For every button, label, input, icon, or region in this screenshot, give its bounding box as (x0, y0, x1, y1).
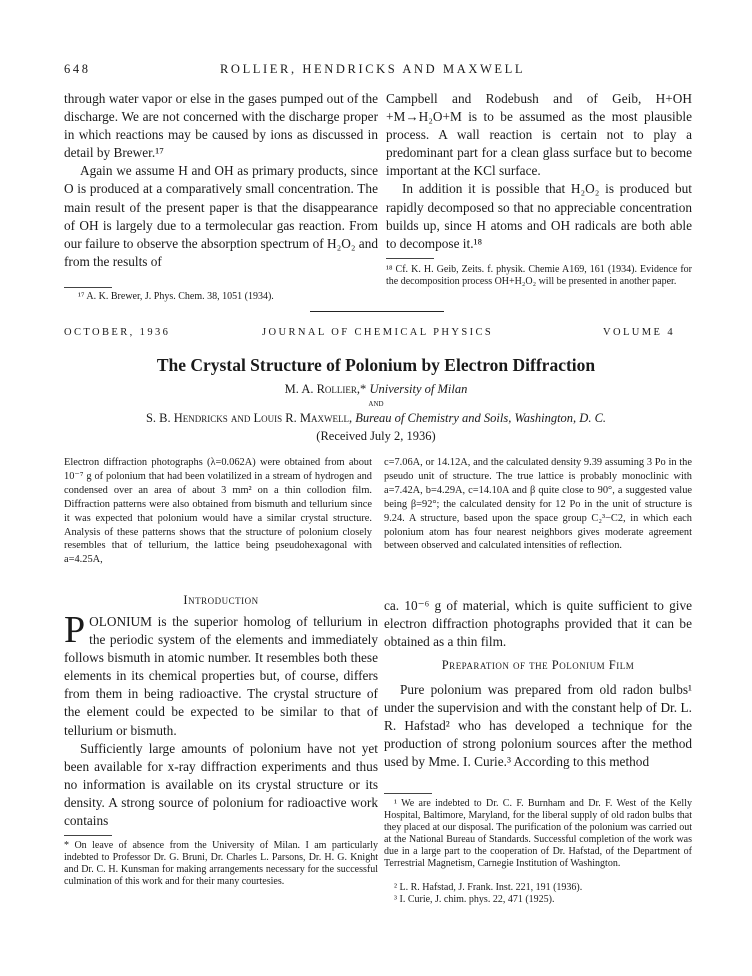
prev-right-paragraph-1: Campbell and Rodebush and of Geib, H+OH +M→H₂O+M is to be assumed as the most plausible process. A wall reaction is certain not to play a predominant part for a clean glass surface but to become important at the KCl surface. (386, 91, 692, 179)
prev-right-paragraph-2: In addition it is possible that H₂O₂ is produced but rapidly decomposed so that no appreciable concentration builds up, since H atoms and OH radicals are both able to decompose it.¹⁸ (386, 181, 692, 251)
prev-right-footnote: ¹⁸ Cf. K. H. Geib, Zeits. f. physik. Chemie A169, 161 (1934). Evidence for the decomposition process OH+H₂O₂ will be presented in another paper. (386, 264, 692, 287)
footnote-1: ¹ We are indebted to Dr. C. F. Burnham and Dr. F. West of the Kelly Hospital, Baltimore, Maryland, for the liberal supply of old radon bulbs that they placed at our disposal. The purification of the polonium was carried out at the National Bureau of Standards. Successful completion of the work was due in a large part to the cooperation of Dr. Hafstad, of the Department of Terrestrial Magnetism, Carnegie Institution of Washington. (384, 798, 692, 869)
author1-affiliation: University of Milan (369, 382, 468, 396)
prev-left-paragraph-2: Again we assume H and OH as primary products, since O is produced at a comparatively small concentration. The main result of the present paper is that the disappearance of OH is largely due to a termolecular gas reaction. From our failure to observe the absorption spectrum of H₂O₂ and from the results of (64, 163, 378, 269)
introduction-heading: Introduction (183, 593, 259, 607)
running-title: ROLLIER, HENDRICKS AND MAXWELL (220, 62, 526, 76)
intro-paragraph-1 (64, 609, 378, 740)
prev-article-left-column (64, 90, 378, 271)
abstract-left: Electron diffraction photographs (λ=0.062A) were obtained from about 10⁻⁷ g of polonium that had been volatilized in a stream of hydrogen and condensed over an area of about 3 mm² on a thin collodion film. Diffraction patterns were also obtained from bismuth and tellurium since it was expected that polonium would have a similar crystal structure. Analysis of these patterns shows that the structure of polonium closely resembles that of tellurium, the lattice being pseudohexagonal with a=4.25A, (64, 457, 372, 566)
journal-name: JOURNAL OF CHEMICAL PHYSICS (262, 327, 494, 338)
footnote-rule (64, 835, 112, 836)
journal-volume: VOLUME 4 (603, 327, 675, 338)
footnote-rule (384, 793, 432, 794)
introduction-body (64, 609, 378, 830)
page-number: 648 (64, 62, 91, 76)
article-separator-rule (310, 311, 444, 312)
author2-names: S. B. Hendricks and Louis R. Maxwell, (145, 411, 353, 425)
authors-and: and (368, 398, 384, 409)
article-title: The Crystal Structure of Polonium by Electron Diffraction (156, 355, 596, 375)
intro-paragraph-1-text: is the superior homolog of tellurium in the periodic system of the elements and immediately follows bismuth in atomic number. It resembles both these elements in its chemical properties but, of course, differs from them in being radioactive. The crystal structure of the element could be expected to be similar to that of tellurium or bismuth. (64, 614, 378, 738)
abstract-right: c=7.06A, or 14.12A, and the calculated density 9.39 assuming 3 Po in the pseudo unit of structure. The true lattice is probably monoclinic with a=7.42A, b=4.29A, c=14.10A and β quite close to 90°, a suggested value being β=92°; the calculated density for 12 Po in the unit of structure is 9.24. A structure, based upon the space group C₂³−C2, in which each polonium atom has four nearest neighbors gives moderate agreement between observed and calculated intensities of reflection. (384, 457, 692, 552)
author-line-2 (0, 411, 752, 426)
footnote-rule (64, 287, 112, 288)
footnote-3: ³ I. Curie, J. chim. phys. 22, 471 (1925). (394, 894, 555, 905)
preparation-heading: Preparation of the Polonium Film (441, 658, 635, 672)
preparation-paragraph-1: Pure polonium was prepared from old radon bulbs¹ under the supervision and with the constant help of Dr. L. R. Hafstad² who has developed a technique for the production of strong polonium sources after the method used by Mme. I. Curie.³ According to this method (384, 682, 692, 770)
received-date: (Received July 2, 1936) (316, 429, 436, 443)
prev-left-paragraph-1: through water vapor or else in the gases pumped out of the discharge. We are not concerned with the discharge proper in which reactions may be caused by ions as discussed in detail by Brewer.¹⁷ (64, 91, 378, 161)
prev-article-right-column (386, 90, 692, 253)
author2-affiliation: Bureau of Chemistry and Soils, Washington, D. C. (355, 411, 607, 425)
footnote-star: * On leave of absence from the University of Milan. I am particularly indebted to Professor Dr. G. Bruni, Dr. Charles L. Parsons, Dr. H. G. Knight and Dr. C. H. Kunsman for making arrangements necessary for the successful culmination of this work and for their many courtesies. (64, 840, 378, 887)
prev-left-footnote: ¹⁷ A. K. Brewer, J. Phys. Chem. 38, 1051 (1934). (78, 291, 274, 302)
journal-date: OCTOBER, 1936 (64, 327, 171, 338)
footnote-2: ² L. R. Hafstad, J. Frank. Inst. 221, 191 (1936). (394, 882, 583, 893)
author1-name: M. A. Rollier,* (284, 382, 367, 396)
footnote-rule (386, 258, 434, 259)
author-line-1 (0, 382, 752, 397)
intro-paragraph-2: Sufficiently large amounts of polonium have not yet been available for x-ray diffraction experiments and thus no information is available on its crystal structure or its density. A strong source of polonium for radioactive work contains (64, 740, 378, 829)
intro-first-word: OLONIUM (89, 614, 152, 629)
right-column-continuation: ca. 10⁻⁶ g of material, which is quite sufficient to give electron diffraction photographs provided that it can be obtained as a thin film. (384, 598, 692, 650)
drop-cap: P (64, 609, 86, 651)
